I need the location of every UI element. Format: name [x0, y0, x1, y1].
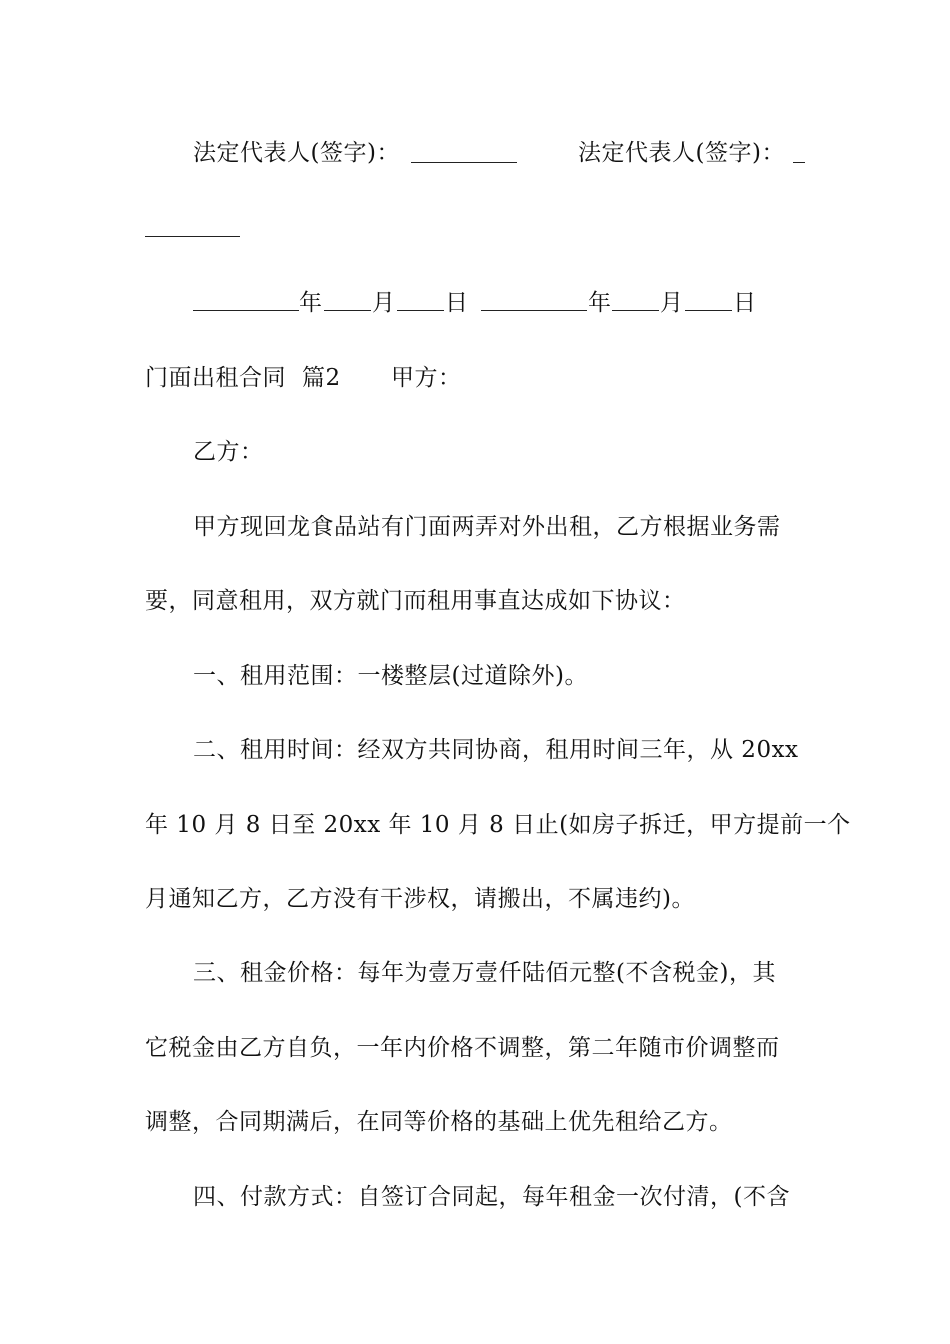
paragraph-line: 二、租用时间：经双方共同协商，租用时间三年，从 20xx: [193, 737, 799, 763]
party-b-label: 乙方：: [193, 439, 264, 465]
paragraph-line: 要，同意租用，双方就门而租用事直达成如下协议：: [145, 588, 686, 614]
date-right-year-blank: [481, 310, 587, 311]
contract-part-number: 篇2: [302, 365, 341, 391]
contract-title: 门面出租合同: [145, 365, 286, 391]
signature-left-label: 法定代表人(签字)：: [193, 140, 400, 166]
date-left-day-label: 日: [445, 290, 469, 316]
paragraph-line: 调整，合同期满后，在同等价格的基础上优先租给乙方。: [145, 1109, 733, 1135]
signature-right-blank-continued: [145, 236, 240, 237]
date-right-month-blank: [612, 310, 659, 311]
party-a-label: 甲方：: [391, 365, 462, 391]
paragraph-line: 年 10 月 8 日至 20xx 年 10 月 8 日止(如房子拆迁，甲方提前一个: [145, 812, 851, 838]
paragraph-line: 月通知乙方，乙方没有干涉权，请搬出，不属违约)。: [145, 886, 695, 912]
paragraph-line: 甲方现回龙食品站有门面两弄对外出租，乙方根据业务需: [193, 514, 781, 540]
date-right-month-label: 月: [660, 290, 684, 316]
date-left-month-blank: [324, 310, 371, 311]
paragraph-line: 一、租用范围：一楼整层(过道除外)。: [193, 663, 588, 689]
signature-left-blank: [411, 162, 517, 163]
date-right-year-label: 年: [588, 290, 612, 316]
signature-right-label: 法定代表人(签字)：: [578, 140, 785, 166]
date-right-day-label: 日: [733, 290, 757, 316]
date-left-month-label: 月: [372, 290, 396, 316]
paragraph-line: 三、租金价格：每年为壹万壹仟陆佰元整(不含税金)，其: [193, 960, 776, 986]
paragraph-line: 四、付款方式：自签订合同起，每年租金一次付清，(不含: [193, 1184, 790, 1210]
date-right-day-blank: [685, 310, 732, 311]
date-left-year-label: 年: [299, 290, 323, 316]
paragraph-line: 它税金由乙方自负，一年内价格不调整，第二年随市价调整而: [145, 1035, 780, 1061]
signature-right-blank-start: [793, 162, 805, 163]
date-left-year-blank: [193, 310, 299, 311]
date-left-day-blank: [397, 310, 444, 311]
